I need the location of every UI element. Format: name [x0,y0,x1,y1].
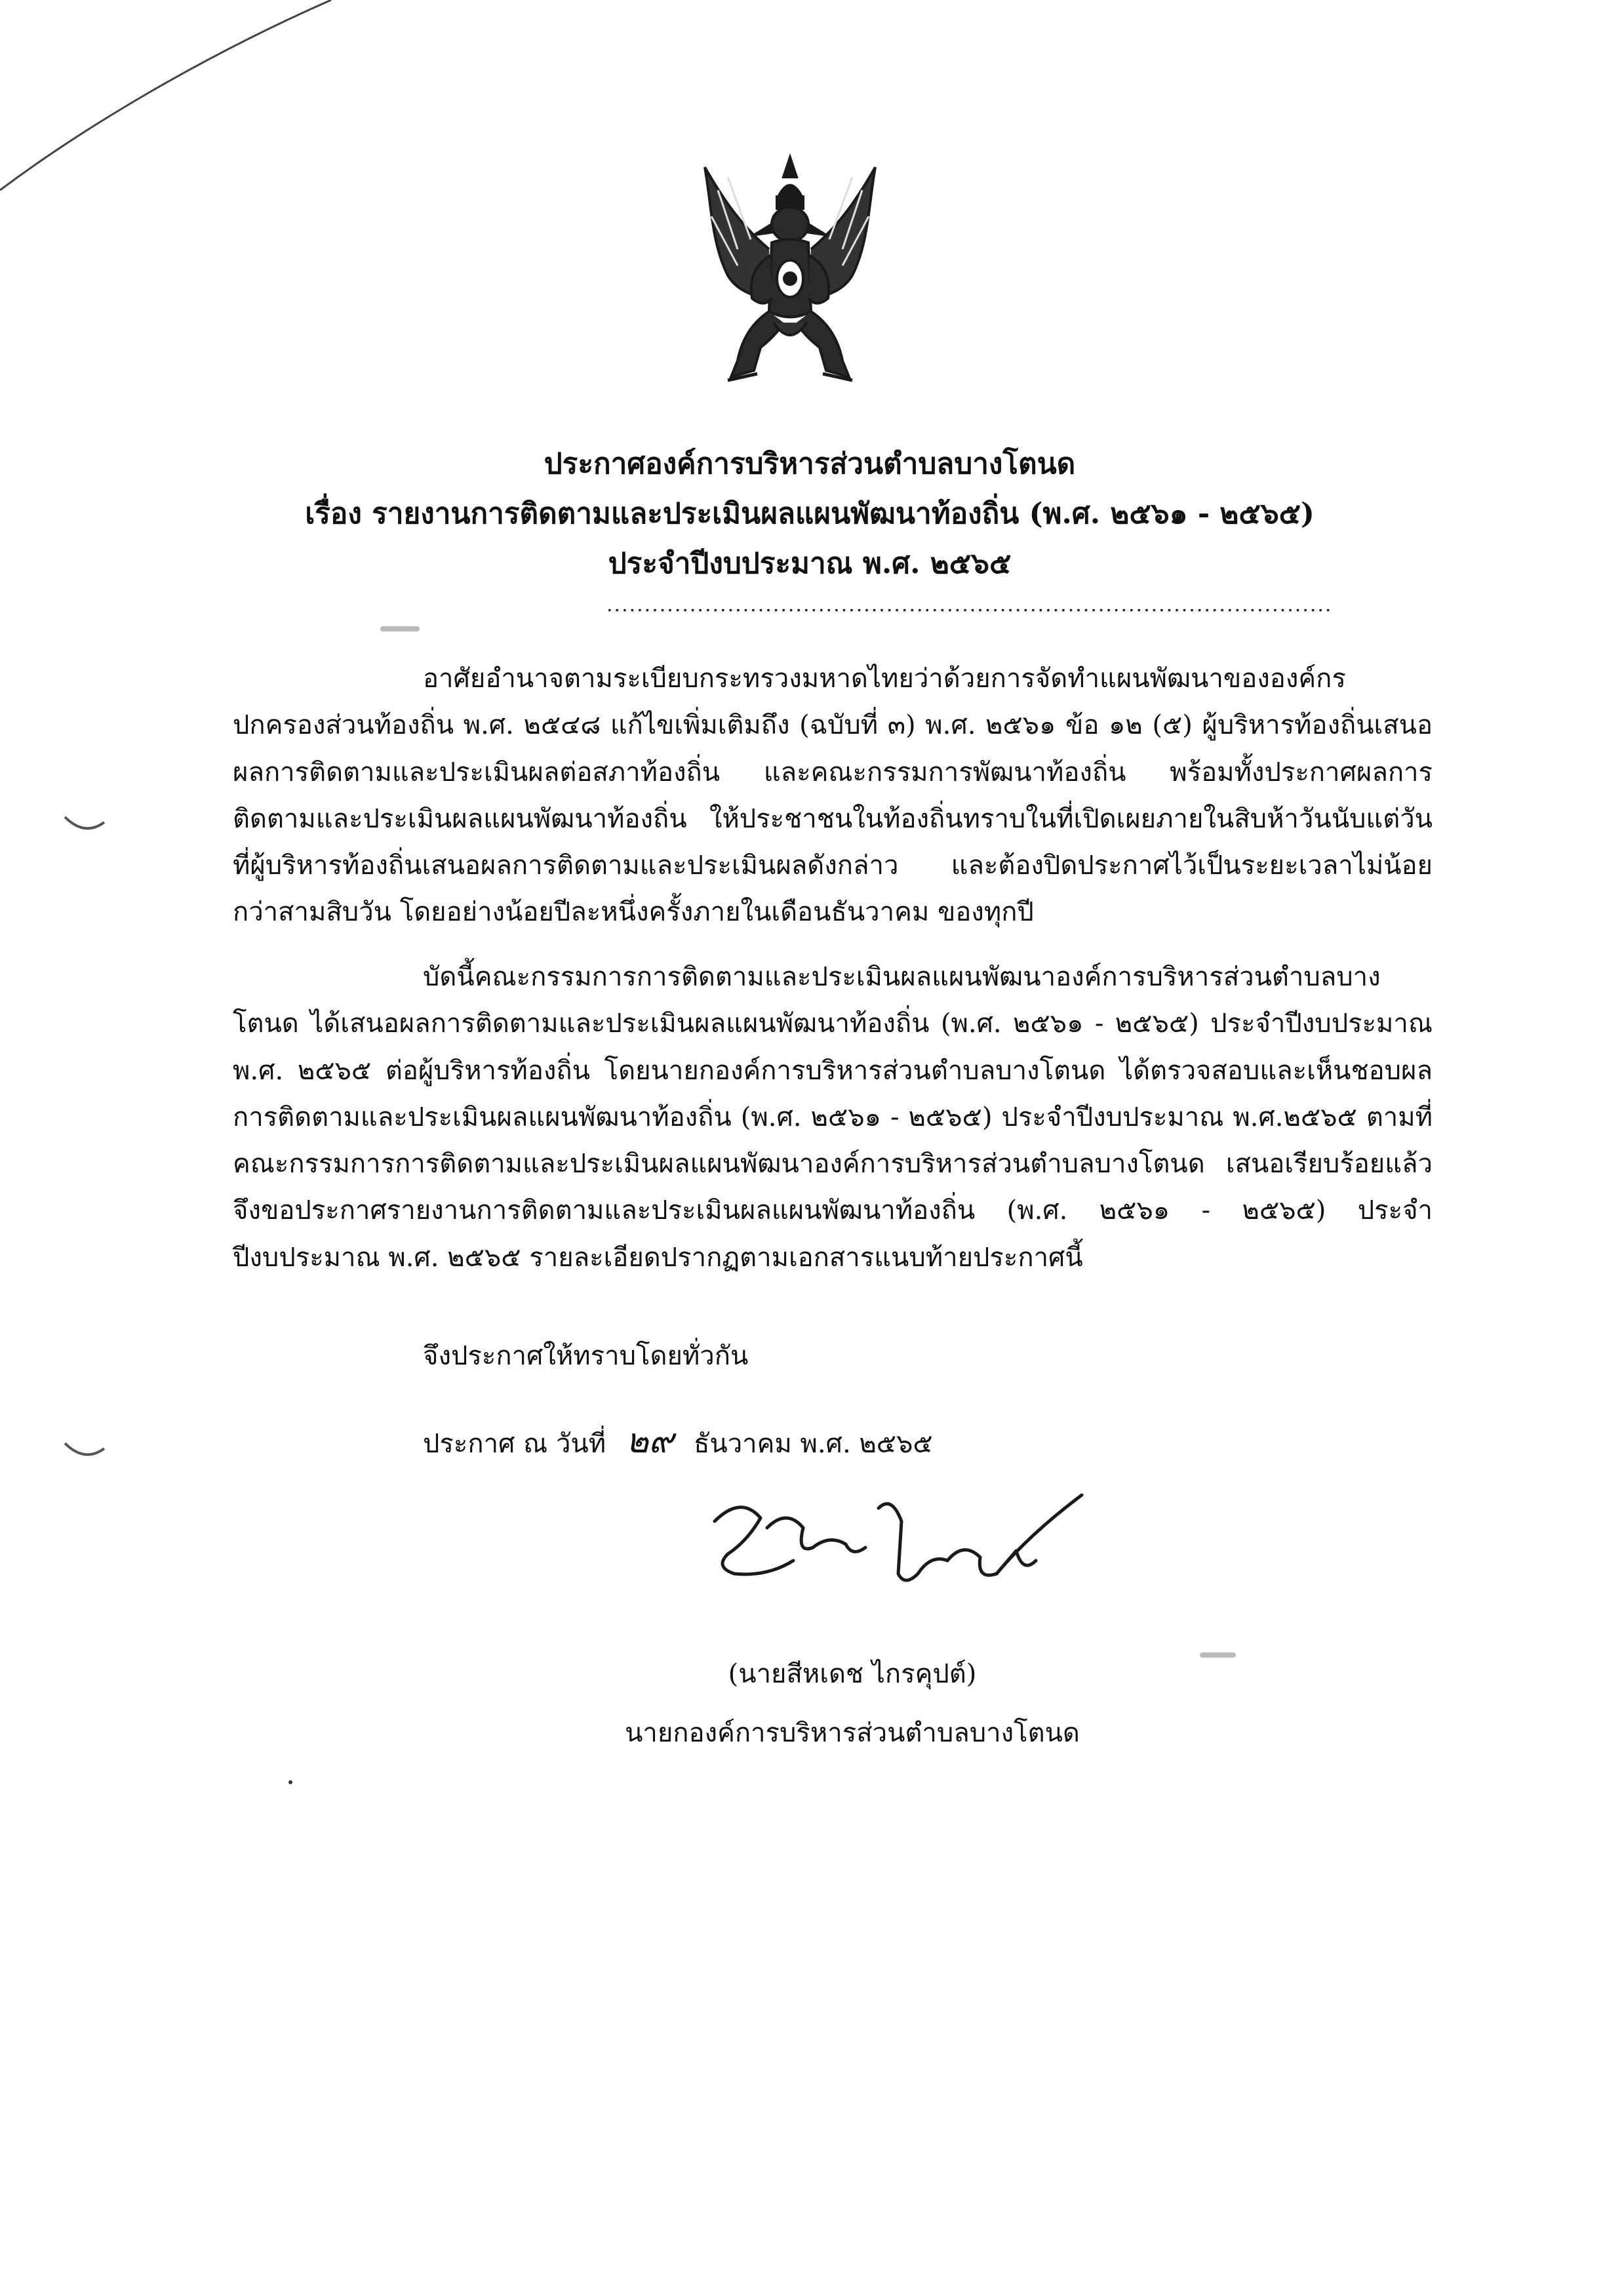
scan-speck [288,1780,292,1784]
garuda-emblem-icon [692,151,888,393]
punch-hole-mark-bottom [62,1439,108,1466]
closing-statement: จึงประกาศให้ทราบโดยทั่วกัน [423,1341,749,1371]
date-prefix: ประกาศ ณ วันที่ [423,1429,606,1459]
signatory-position: นายกองค์การบริหารส่วนตำบลบางโตนด [625,1718,1080,1748]
handwritten-signature-icon [688,1482,1095,1606]
announcement-header [262,439,1357,589]
scan-smudge-right [1200,1652,1236,1658]
header-separator: ................................................................................................ [606,593,1333,616]
header-fiscal-year-line: ประจำปีงบประมาณ พ.ศ. ๒๕๖๕ [608,547,1012,580]
header-issuer-line: ประกาศองค์การบริหารส่วนตำบลบางโตนด [544,447,1076,481]
body-paragraph-report: บัดนี้คณะกรรมการการติดตามและประเมินผลแผนพัฒนาองค์การบริหารส่วนตำบลบางโตนด ได้เสนอผลการติดตามและประเมินผลแผนพัฒนาท้องถิ่น (พ.ศ. ๒๕๖๑ - ๒๕๖๕) ประจำปีงบประมาณ พ.ศ. ๒๕๖๕ ต่อผู้บริหารท้องถิ่น โดยนายกองค์การบริหารส่วนตำบลบางโตนด ได้ตรวจสอบและเห็นชอบผลการติดตามและประเมินผลแผนพัฒนาท้องถิ่น (พ.ศ. ๒๕๖๑ - ๒๕๖๕) ประจำปีงบประมาณ พ.ศ.๒๕๖๕ ตามที่คณะกรรมการการติดตามและประเมินผลแผนพัฒนาองค์การบริหารส่วนตำบลบางโตนด เสนอเรียบร้อยแล้ว จึงขอประกาศรายงานการติดตามและประเมินผลแผนพัฒนาท้องถิ่น (พ.ศ. ๒๕๖๑ - ๒๕๖๕) ประจำปีงบประมาณ พ.ศ. ๒๕๖๕ รายละเอียดปรากฏตามเอกสารแนบท้ายประกาศนี้ [233,962,1433,1273]
scan-corner-fold-mark [0,0,341,197]
signatory-name: (นายสีหเดช ไกรคุปต์) [728,1659,977,1689]
punch-hole-mark-top [62,813,108,839]
date-day-handwritten: ๒๙ [625,1422,674,1461]
announcement-date [423,1413,933,1467]
header-subject-line: เรื่อง รายงานการติดตามและประเมินผลแผนพัฒนาท้องถิ่น (พ.ศ. ๒๕๖๑ - ๒๕๖๕) [305,497,1315,530]
scan-smudge [380,626,420,631]
date-suffix: ธันวาคม พ.ศ. ๒๕๖๕ [693,1429,933,1459]
body-paragraph-authority: อาศัยอำนาจตามระเบียบกระทรวงมหาดไทยว่าด้วยการจัดทำแผนพัฒนาขององค์กรปกครองส่วนท้องถิ่น พ.ศ. ๒๕๔๘ แก้ไขเพิ่มเติมถึง (ฉบับที่ ๓) พ.ศ. ๒๕๖๑ ข้อ ๑๒ (๕) ผู้บริหารท้องถิ่นเสนอผลการติดตามและประเมินผลต่อสภาท้องถิ่น และคณะกรรมการพัฒนาท้องถิ่น พร้อมทั้งประกาศผลการติดตามและประเมินผลแผนพัฒนาท้องถิ่น ให้ประชาชนในท้องถิ่นทราบในที่เปิดเผยภายในสิบห้าวันนับแต่วันที่ผู้บริหารท้องถิ่นเสนอผลการติดตามและประเมินผลดังกล่าว และต้องปิดประกาศไว้เป็นระยะเวลาไม่น้อยกว่าสามสิบวัน โดยอย่างน้อยปีละหนึ่งครั้งภายในเดือนธันวาคม ของทุกปี [233,664,1433,928]
